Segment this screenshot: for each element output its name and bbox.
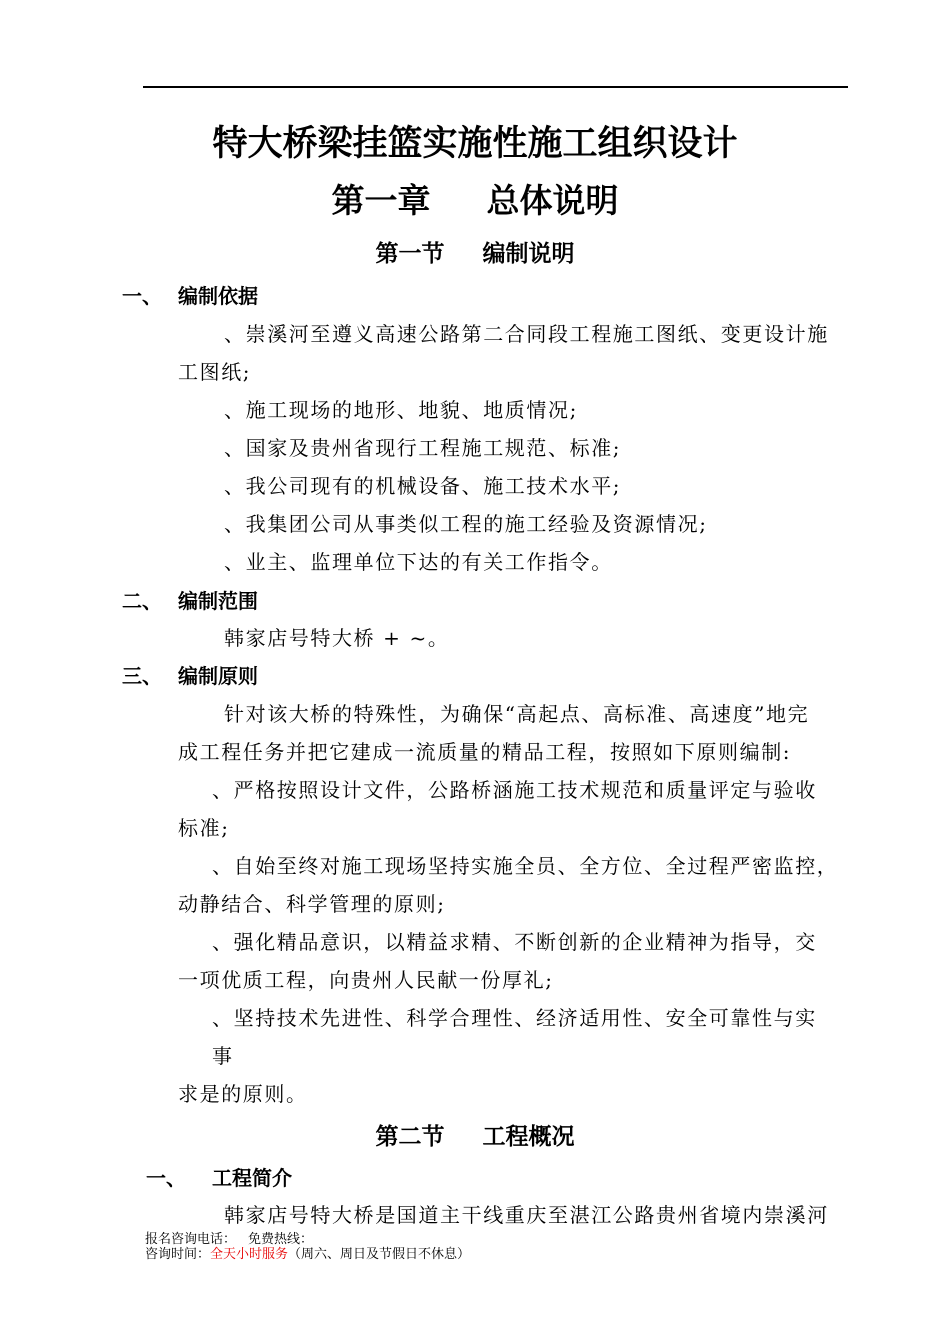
section-heading-2 <box>0 1118 950 1151</box>
section-heading-1 <box>0 235 950 268</box>
basis-line-5: 、我集团公司从事类似工程的施工经验及资源情况; <box>224 512 708 536</box>
service-text: 全天小时服务 <box>210 1247 289 1262</box>
phone-label: 报名咨询电话： <box>145 1232 237 1247</box>
principles-line-7: 、强化精品意识，以精益求精、不断创新的企业精神为指导，交 <box>212 930 817 954</box>
header-rule <box>143 86 848 88</box>
hours-note: （周六、周日及节假日不休息） <box>288 1247 471 1262</box>
principles-line-1: 针对该大桥的特殊性，为确保“高起点、高标准、高速度”地完 <box>224 702 810 726</box>
basis-line-1: 、崇溪河至遵义高速公路第二合同段工程施工图纸、变更设计施 <box>224 322 829 346</box>
principles-line-6: 动静结合、科学管理的原则; <box>178 892 446 916</box>
time-label: 咨询时间： <box>145 1247 211 1262</box>
chapter-heading <box>0 175 950 222</box>
heading-number: 一、 <box>146 1166 186 1190</box>
basis-line-6: 、业主、监理单位下达的有关工作指令。 <box>224 550 613 574</box>
section-name: 编制说明 <box>482 241 575 267</box>
hotline-label: 免费热线： <box>248 1232 314 1247</box>
heading-number: 三、 <box>122 664 162 688</box>
chapter-number: 第一章 <box>331 181 431 220</box>
section-name: 工程概况 <box>482 1124 575 1150</box>
document-title: 特大桥梁挂篮实施性施工组织设计 <box>212 124 738 164</box>
footer-hours <box>145 1243 470 1262</box>
heading-text: 编制原则 <box>178 664 258 688</box>
intro-text: 韩家店号特大桥是国道主干线重庆至湛江公路贵州省境内崇溪河 <box>224 1203 829 1227</box>
principles-line-3: 、严格按照设计文件，公路桥涵施工技术规范和质量评定与验收 <box>212 778 817 802</box>
section-number: 第二节 <box>375 1124 445 1150</box>
basis-line-4: 、我公司现有的机械设备、施工技术水平; <box>224 474 622 498</box>
principles-line-4: 标准; <box>178 816 230 840</box>
basis-line-3: 、国家及贵州省现行工程施工规范、标准; <box>224 436 622 460</box>
heading-principles <box>122 660 258 689</box>
heading-text: 编制范围 <box>178 589 258 613</box>
principles-line-8: 一项优质工程，向贵州人民献一份厚礼; <box>178 968 554 992</box>
basis-line-2: 、施工现场的地形、地貌、地质情况; <box>224 398 578 422</box>
principles-line-10: 事 <box>212 1044 234 1068</box>
basis-line-1-cont: 工图纸; <box>178 360 252 384</box>
principles-line-9: 、坚持技术先进性、科学合理性、经济适用性、安全可靠性与实 <box>212 1006 817 1030</box>
heading-text: 编制依据 <box>178 284 258 308</box>
principles-line-11: 求是的原则。 <box>178 1082 308 1106</box>
heading-intro <box>146 1162 292 1191</box>
heading-basis <box>122 280 258 309</box>
scope-text: 韩家店号特大桥 + ~。 <box>224 626 450 650</box>
principles-line-5: 、自始至终对施工现场坚持实施全员、全方位、全过程严密监控， <box>212 854 839 878</box>
heading-text: 工程简介 <box>212 1166 292 1190</box>
principles-line-2: 成工程任务并把它建成一流质量的精品工程，按照如下原则编制: <box>178 740 792 764</box>
section-number: 第一节 <box>375 241 445 267</box>
chapter-name: 总体说明 <box>486 181 619 220</box>
heading-number: 一、 <box>122 284 162 308</box>
heading-number: 二、 <box>122 589 162 613</box>
heading-scope <box>122 585 258 614</box>
